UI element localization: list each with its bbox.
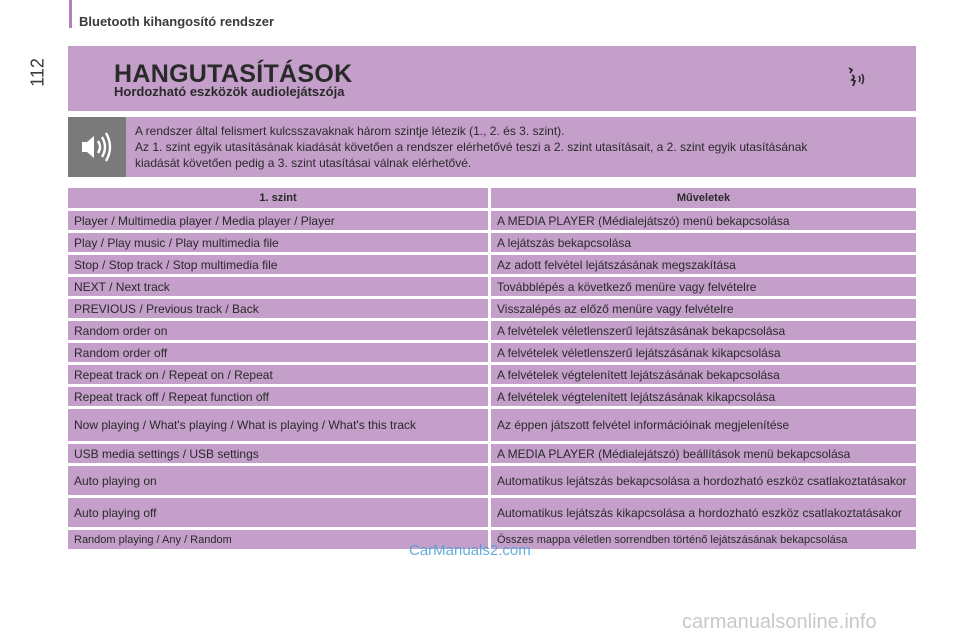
table-row	[68, 343, 916, 362]
table-row	[68, 409, 916, 441]
action-cell: Automatikus lejátszás bekapcsolása a hordozható eszköz csatlakoztatásakor	[488, 466, 916, 495]
action-cell: Továbblépés a következő menüre vagy felvételre	[488, 277, 916, 296]
table-row	[68, 387, 916, 406]
command-cell: Stop / Stop track / Stop multimedia file	[68, 255, 488, 274]
action-cell: A felvételek véletlenszerű lejátszásának bekapcsolása	[488, 321, 916, 340]
table-row	[68, 233, 916, 252]
table-row	[68, 211, 916, 230]
action-cell: A felvételek végtelenített lejátszásának bekapcsolása	[488, 365, 916, 384]
speaker-sound-icon	[68, 117, 126, 177]
table-row	[68, 255, 916, 274]
action-cell: A MEDIA PLAYER (Médialejátszó) beállítások menü bekapcsolása	[488, 444, 916, 463]
column-header-level: 1. szint	[68, 188, 488, 208]
command-cell: Auto playing on	[68, 466, 488, 495]
table-row	[68, 466, 916, 495]
command-cell: Player / Multimedia player / Media player / Player	[68, 211, 488, 230]
title-banner	[68, 46, 916, 111]
page-subtitle: Hordozható eszközök audiolejátszója	[114, 84, 345, 99]
command-cell: Now playing / What's playing / What is playing / What's this track	[68, 409, 488, 441]
column-header-actions: Műveletek	[488, 188, 916, 208]
info-line: kiadását követően pedig a 3. szint utasításai válnak elérhetővé.	[135, 156, 472, 170]
table-row	[68, 498, 916, 527]
info-line: A rendszer által felismert kulcsszavaknak három szintje létezik (1., 2. és 3. szint).	[135, 124, 565, 138]
info-icon-tile	[68, 117, 126, 177]
info-text	[135, 123, 910, 171]
info-box	[68, 117, 916, 177]
command-cell: Random order off	[68, 343, 488, 362]
section-title: Bluetooth kihangosító rendszer	[79, 14, 275, 29]
page-title: HANGUTASÍTÁSOK	[114, 60, 353, 88]
command-cell: Random order on	[68, 321, 488, 340]
command-cell: Random playing / Any / Random	[68, 530, 488, 549]
action-cell: Visszalépés az előző menüre vagy felvételre	[488, 299, 916, 318]
action-cell: Az adott felvétel lejátszásának megszakítása	[488, 255, 916, 274]
action-cell: A felvételek véletlenszerű lejátszásának kikapcsolása	[488, 343, 916, 362]
voice-command-table	[68, 185, 916, 552]
table-row	[68, 299, 916, 318]
action-cell: A lejátszás bekapcsolása	[488, 233, 916, 252]
command-cell: Repeat track on / Repeat on / Repeat	[68, 365, 488, 384]
table-header-row	[68, 188, 916, 208]
info-line: Az 1. szint egyik utasításának kiadását követően a rendszer elérhetővé teszi a 2. szint utasításait, a 2. szint egyik utasításának	[135, 140, 808, 154]
command-cell: USB media settings / USB settings	[68, 444, 488, 463]
command-cell: Play / Play music / Play multimedia file	[68, 233, 488, 252]
watermark-footer: carmanualsonline.info	[682, 611, 877, 633]
action-cell: Az éppen játszott felvétel információinak megjelenítése	[488, 409, 916, 441]
action-cell: A MEDIA PLAYER (Médialejátszó) menü bekapcsolása	[488, 211, 916, 230]
page-number: 112	[27, 58, 48, 87]
command-cell: Auto playing off	[68, 498, 488, 527]
watermark-center: CarManuals2.com	[409, 542, 531, 559]
table-row	[68, 365, 916, 384]
header-accent-bar	[69, 0, 72, 28]
table-row	[68, 321, 916, 340]
command-cell: PREVIOUS / Previous track / Back	[68, 299, 488, 318]
action-cell: Automatikus lejátszás kikapcsolása a hordozható eszköz csatlakoztatásakor	[488, 498, 916, 527]
action-cell: A felvételek végtelenített lejátszásának kikapcsolása	[488, 387, 916, 406]
voice-command-icon	[846, 66, 868, 90]
command-cell: Repeat track off / Repeat function off	[68, 387, 488, 406]
command-cell: NEXT / Next track	[68, 277, 488, 296]
table-row	[68, 444, 916, 463]
table-row	[68, 277, 916, 296]
action-cell: Összes mappa véletlen sorrendben történő lejátszásának bekapcsolása	[488, 530, 916, 549]
